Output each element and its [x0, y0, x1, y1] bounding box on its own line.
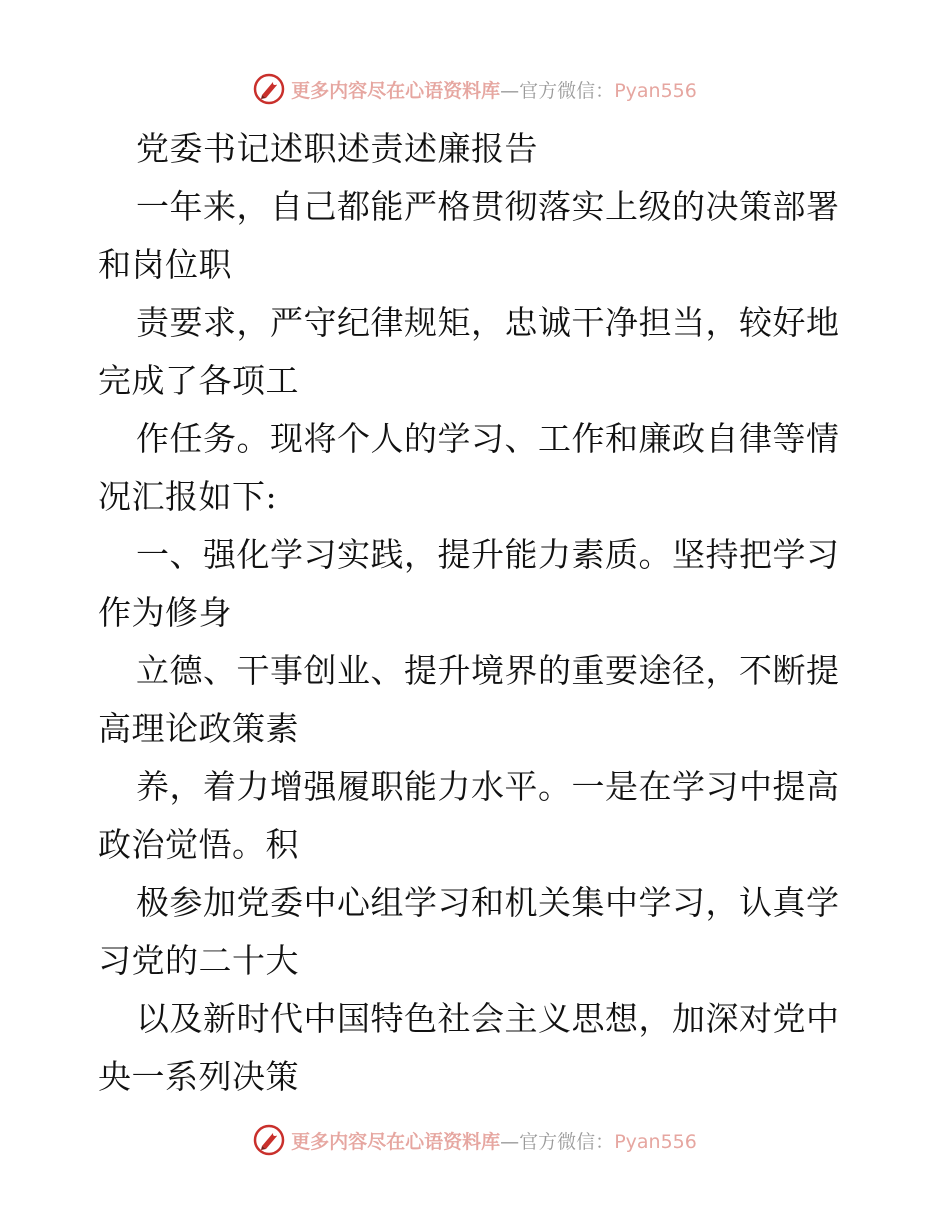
watermark-text: [291, 76, 697, 103]
watermark-text: [291, 1127, 697, 1154]
header-watermark: [0, 72, 950, 106]
paragraph-line: 一年来，自己都能严格贯彻落实上级的决策部署: [136, 187, 840, 226]
paragraph-line: 政治觉悟。积: [98, 825, 299, 864]
paragraph-line: 养，着力增强履职能力水平。一是在学习中提高: [136, 767, 840, 806]
footer-watermark: [0, 1123, 950, 1157]
watermark-separator: —: [500, 79, 520, 102]
paragraph-line: 习党的二十大: [98, 941, 299, 980]
paragraph-line: 以及新时代中国特色社会主义思想，加深对党中: [136, 999, 840, 1038]
section-heading-line: 一、强化学习实践，提升能力素质。坚持把学习: [136, 535, 840, 574]
paragraph-line: 作任务。现将个人的学习、工作和廉政自律等情: [136, 419, 840, 458]
paragraph-line: 极参加党委中心组学习和机关集中学习，认真学: [136, 883, 840, 922]
document-pen-logo-icon: [253, 1124, 285, 1156]
paragraph-line: 况汇报如下:: [98, 477, 278, 516]
paragraph-line: 央一系列决策: [98, 1057, 299, 1096]
paragraph-line: 完成了各项工: [98, 361, 299, 400]
paragraph-line: 立德、干事创业、提升境界的重要途径，不断提: [136, 651, 840, 690]
document-body: [98, 120, 854, 1106]
document-title: 党委书记述职述责述廉报告: [136, 129, 538, 168]
watermark-brand: 更多内容尽在心语资料库: [291, 79, 501, 102]
paragraph-line: 责要求，严守纪律规矩，忠诚干净担当，较好地: [136, 303, 840, 342]
paragraph-line: 高理论政策素: [98, 709, 299, 748]
watermark-label: 官方微信：: [519, 79, 615, 102]
watermark-brand: 更多内容尽在心语资料库: [291, 1130, 501, 1153]
paragraph-line: 作为修身: [98, 593, 232, 632]
watermark-wechat-id: Pyan556: [614, 79, 697, 102]
watermark-label: 官方微信：: [519, 1130, 615, 1153]
paragraph-line: 和岗位职: [98, 245, 232, 284]
watermark-wechat-id: Pyan556: [614, 1130, 697, 1153]
watermark-separator: —: [500, 1130, 520, 1153]
document-pen-logo-icon: [253, 73, 285, 105]
